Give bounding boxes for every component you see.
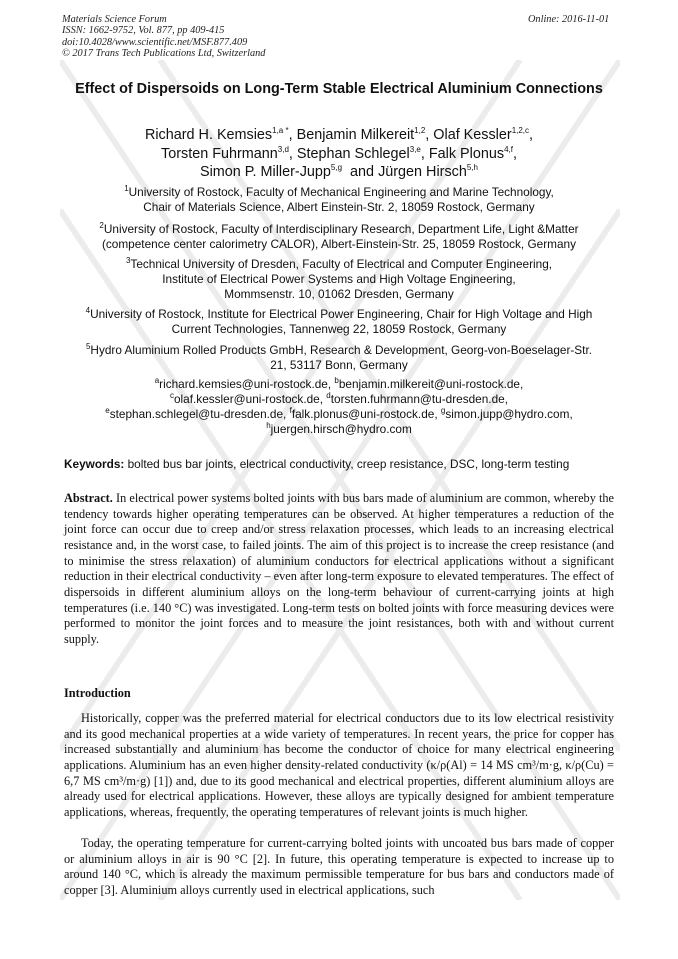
issn-line: ISSN: 1662-9752, Vol. 877, pp 409-415 (62, 25, 225, 37)
affiliation-line: University of Rostock, Faculty of Mechanical Engineering and Marine Technology, (128, 185, 554, 199)
author-list (64, 126, 614, 182)
email-address: torsten.fuhrmann@tu-dresden.de (330, 392, 505, 406)
affiliation-3 (64, 257, 614, 302)
author-name: Falk Plonus (428, 145, 505, 162)
author-name: Torsten Fuhrmann (161, 145, 278, 162)
email-sup: f (289, 406, 292, 416)
affiliation-num: 3 (125, 256, 131, 266)
abstract (64, 491, 614, 648)
affiliation-num: 2 (99, 221, 104, 231)
email-sup: d (326, 391, 331, 401)
online-date: Online: 2016-11-01 (528, 14, 610, 25)
email-address: juergen.hirsch@hydro.com (270, 422, 412, 436)
affiliation-num: 5 (85, 342, 91, 352)
copyright-line: © 2017 Trans Tech Publications Ltd, Switzerland (62, 47, 266, 59)
abstract-text: In electrical power systems bolted joints with bus bars made of aluminium are common, whereby the tendency towards higher operating temperatures can be observed. At higher temperatures a reduction of the joint force can occur due to creep and/or stress relaxation processes, which leads to an increasing electrical resistance and, in the worst case, to failed joints. The aim of this project is to increase the creep resistance (and to minimise the stress relaxation) of aluminium conductors for electrical applications without a significant reduction in their electrical conductivity – even after long-term exposure to elevated temperatures. The effect of dispersoids in different aluminium alloys on the long-term behaviour of current-carrying joints at high temperatures (i.e. 140 °C) was investigated. Long-term tests on bolted joints with force measuring devices were performed to monitor the joint forces and to measure the joint resistances, both with and without current supply. (64, 491, 615, 646)
intro-paragraph-1: Historically, copper was the preferred material for electrical conductors due to its low electrical resistivity and its good mechanical properties at a wide variety of temperatures. In recent years, the price for copper has increased substantially and aluminium has become the conductor of choice for many electrical engineering applications. Aluminium has an even higher density-related conductivity (κ/ρ(Al) = 14 MS cm³/m·g, κ/ρ(Cu) = 6,7 MS cm³/m·g) [1]) and, due to its good mechanical and electrical properties, different aluminium alloys are already used for electrical applications. However, these alloys are typically designed for ambient temperature applications, whereas, frequently, the operating temperatures of relevant joints is much higher. (64, 711, 614, 819)
author-sep: , (420, 145, 429, 162)
journal-name: Materials Science Forum (62, 14, 167, 25)
email-sup: b (334, 376, 339, 386)
email-address: stephan.schlegel@tu-dresden.de (109, 407, 284, 421)
author-sep: , (288, 145, 297, 162)
author-name: Richard H. Kemsies (144, 127, 273, 143)
email-sup: g (440, 406, 446, 416)
affiliation-line: Chair of Materials Science, Albert Einstein-Str. 2, 18059 Rostock, Germany (143, 200, 535, 214)
affiliation-line: Institute of Electrical Power Systems and High Voltage Engineering, (162, 272, 516, 286)
keywords-label: Keywords: (64, 457, 125, 471)
affiliation-2 (64, 222, 614, 252)
affiliation-line: Mommsenstr. 10, 01062 Dresden, Germany (224, 287, 454, 301)
author-sup: 4,f (504, 144, 513, 154)
affiliation-line: Technical University of Dresden, Faculty of Electrical and Computer Engineering, (130, 257, 553, 271)
affiliation-line: University of Rostock, Faculty of Interdisciplinary Research, Department Life, Light &Matter (103, 222, 579, 236)
author-sup: 1,2,c (511, 126, 530, 136)
email-address: falk.plonus@uni-rostock.de (291, 407, 435, 421)
email-address: richard.kemsies@uni-rostock.de (159, 377, 328, 391)
author-sup: 1,2 (414, 126, 426, 136)
email-sup: a (154, 376, 160, 386)
affiliation-line: (competence center calorimetry CALOR), Albert-Einstein-Str. 25, 18059 Rostock, Germany (101, 237, 577, 251)
author-sep: , (425, 127, 434, 143)
email-sup: h (266, 421, 271, 431)
author-name: Simon P. Miller-Jupp (200, 164, 331, 180)
email-sup: e (105, 406, 110, 416)
journal-header (62, 14, 265, 59)
author-sup: 1,a * (272, 126, 289, 136)
email-address: simon.jupp@hydro.com (445, 407, 570, 421)
affiliation-line: Hydro Aluminium Rolled Products GmbH, Research & Development, Georg-von-Boeselager-Str. (90, 343, 593, 357)
author-name: Benjamin Milkereit (296, 127, 415, 143)
author-name: Jürgen Hirsch (378, 164, 467, 180)
author-sup: 5,h (466, 163, 478, 173)
section-heading-introduction: Introduction (64, 686, 131, 700)
author-sup: 3,e (409, 144, 421, 154)
author-name: Olaf Kessler (433, 127, 512, 143)
author-sep: and (342, 164, 379, 180)
keywords-text: bolted bus bar joints, electrical conductivity, creep resistance, DSC, long-term testing (127, 457, 570, 471)
affiliation-1 (64, 185, 614, 215)
affiliation-5 (64, 343, 614, 373)
email-sup: c (170, 391, 174, 401)
author-sep: , (529, 127, 534, 143)
intro-paragraph-2: Today, the operating temperature for current-carrying bolted joints with uncoated bus bars made of copper or aluminium alloys in air is 90 °C [2]. In future, this operating temperature is expected to increase up to around 140 °C, which is already the maximum permissible temperature for bus bars and conductors made of copper [3]. Aluminium alloys currently used in electrical applications, such (64, 836, 614, 897)
abstract-label: Abstract. (64, 491, 113, 505)
author-sup: 5,g (330, 163, 343, 173)
email-list: $^a$richard.kemsies@uni-rostock.de, $^b$benjamin.milkereit@uni-rostock.de, $^c$olaf.kessler@uni-rostock.de, $^d$torsten.fuhrmann@tu-dresden.de, $^e$stephan.schlegel@tu-dresden.de, $^f$falk.plonus@uni-rostock.de, $^g$simon.jupp@hydro.com, $^h$juergen.hirsch@hydro.com (105, 376, 573, 436)
email-address: benjamin.milkereit@uni-rostock.de (338, 377, 520, 391)
paper-title: Effect of Dispersoids on Long-Term Stable Electrical Aluminium Connections (75, 81, 603, 97)
affiliation-line: 21, 53117 Bonn, Germany (270, 358, 408, 372)
author-name: Stephan Schlegel (296, 145, 410, 162)
author-sup: 3,d (277, 144, 289, 154)
doi-line: doi:10.4028/www.scientific.net/MSF.877.409 (62, 36, 248, 48)
email-address: olaf.kessler@uni-rostock.de (174, 392, 320, 406)
affiliation-4 (64, 307, 614, 337)
affiliation-num: 1 (124, 184, 129, 194)
author-sep: , (512, 145, 517, 162)
keywords (64, 457, 569, 472)
author-sep: , (288, 127, 297, 143)
affiliation-line: University of Rostock, Institute for Electrical Power Engineering, Chair for High Voltage and High (90, 307, 593, 321)
affiliation-num: 4 (85, 306, 91, 316)
affiliation-line: Current Technologies, Tannenweg 22, 18059 Rostock, Germany (171, 322, 507, 336)
